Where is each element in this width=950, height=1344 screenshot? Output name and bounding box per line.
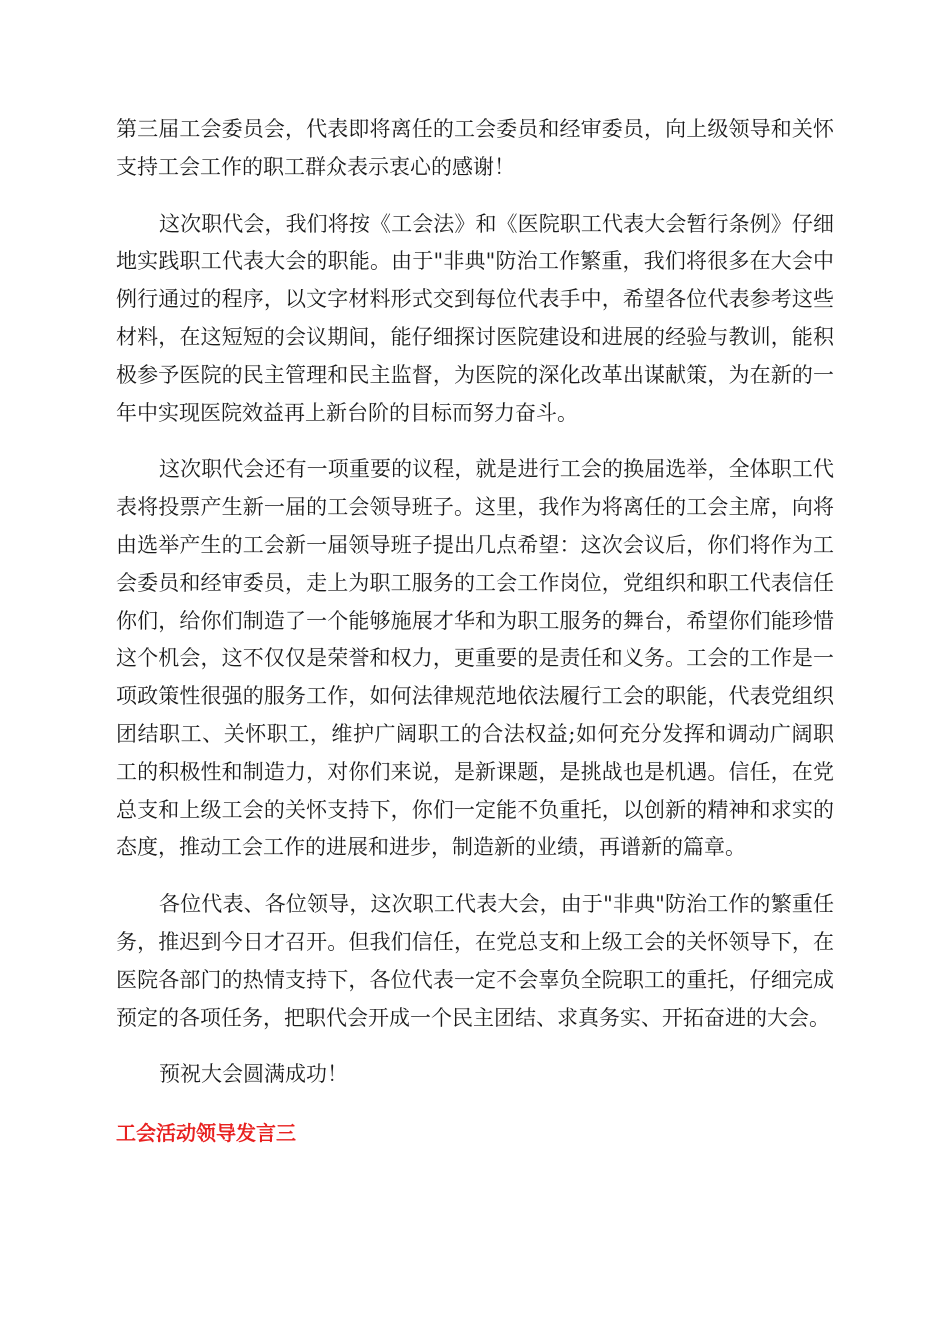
document-page	[116, 111, 834, 1153]
paragraph-election-hopes: 这次职代会还有一项重要的议程，就是进行工会的换届选举，全体职工代表将投票产生新一届的工会领导班子。这里，我作为将离任的工会主席，向将由选举产生的工会新一届领导班子提出几点希望：这次会议后，你们将作为工会委员和经审委员，走上为职工服务的工会工作岗位，党组织和职工代表信任你们，给你们制造了一个能够施展才华和为职工服务的舞台，希望你们能珍惜这个机会，这不仅仅是荣誉和权力，更重要的是责任和义务。工会的工作是一项政策性很强的服务工作，如何法律规范地依法履行工会的职能，代表党组织团结职工、关怀职工，维护广阔职工的合法权益;如何充分发挥和调动广阔职工的积极性和制造力，对你们来说，是新课题，是挑战也是机遇。信任，在党总支和上级工会的关怀支持下，你们一定能不负重托，以创新的精神和求实的态度，推动工会工作的进展和进步，制造新的业绩，再谱新的篇章。	[116, 457, 834, 860]
section-heading: 工会活动领导发言三	[116, 1121, 296, 1146]
paragraph-wish-success: 预祝大会圆满成功！	[159, 1062, 348, 1087]
paragraph-closing-remarks: 各位代表、各位领导，这次职工代表大会，由于"非典"防治工作的繁重任务，推迟到今日才召开。但我们信任，在党总支和上级工会的关怀领导下，在医院各部门的热情支持下，各位代表一定不会辜负全院职工的重托，仔细完成预定的各项任务，把职代会开成一个民主团结、求真务实、开拓奋进的大会。	[116, 892, 834, 1030]
paragraph-meeting-purpose: 这次职代会，我们将按《工会法》和《医院职工代表大会暂行条例》仔细地实践职工代表大会的职能。由于"非典"防治工作繁重，我们将很多在大会中例行通过的程序，以文字材料形式交到每位代表手中，希望各位代表参考这些材料，在这短短的会议期间，能仔细探讨医院建设和进展的经验与教训，能积极参予医院的民主管理和民主监督，为医院的深化改革出谋献策，为在新的一年中实现医院效益再上新台阶的目标而努力奋斗。	[116, 211, 834, 425]
paragraph-thanks: 第三届工会委员会，代表即将离任的工会委员和经审委员，向上级领导和关怀支持工会工作的职工群众表示衷心的感谢！	[116, 117, 834, 179]
